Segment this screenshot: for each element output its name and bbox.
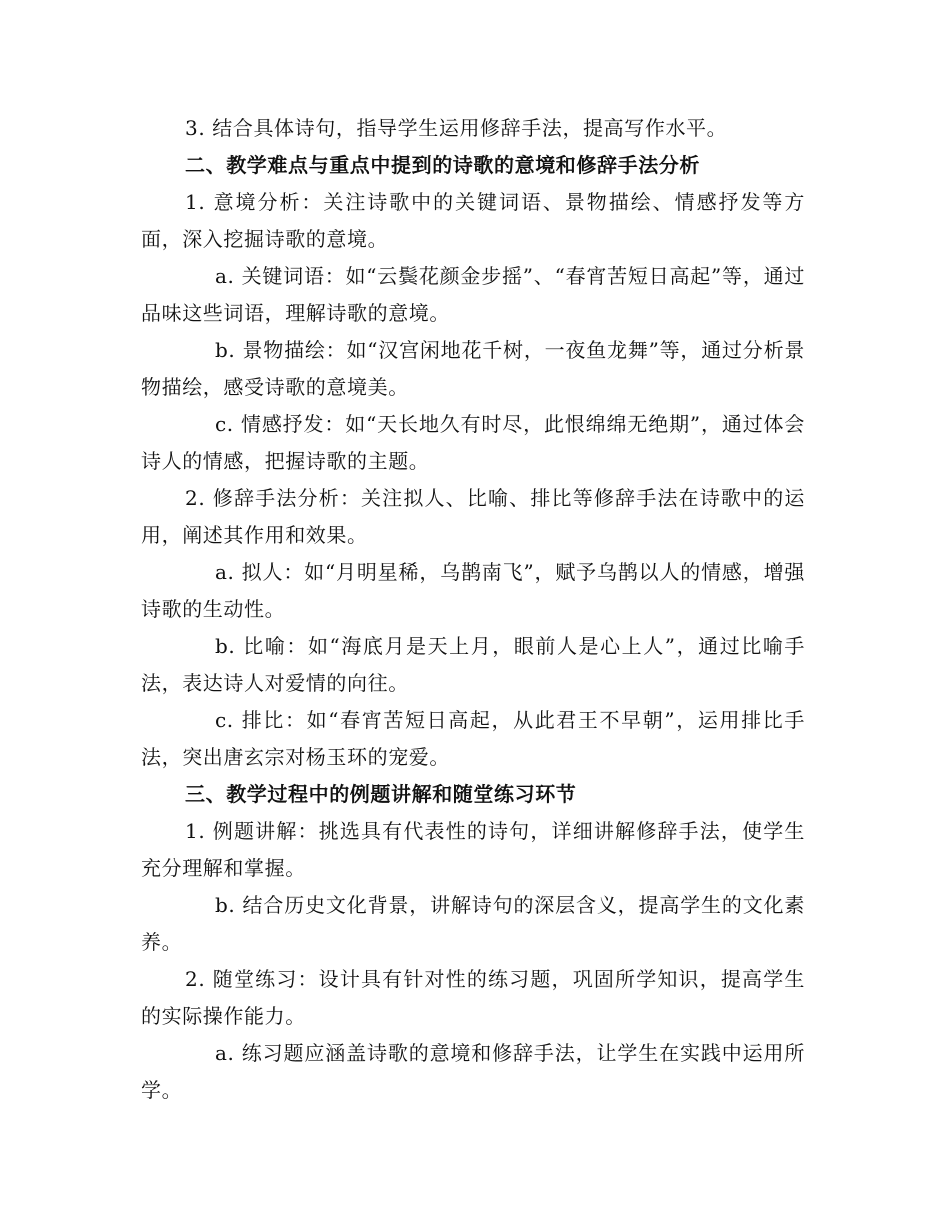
paragraph-emotion: c. 情感抒发：如“天长地久有时尽，此恨绵绵无绝期”，通过体会诗人的情感，把握诗歌的主题。 <box>141 412 805 473</box>
paragraph-cultural-background: b. 结合历史文化背景，讲解诗句的深层含义，提高学生的文化素养。 <box>141 893 805 954</box>
paragraph-exercise-coverage: a. 练习题应涵盖诗歌的意境和修辞手法，让学生在实践中运用所学。 <box>141 1041 805 1102</box>
paragraph-personification: a. 拟人：如“月明星稀，乌鹊南飞”，赋予乌鹊以人的情感，增强诗歌的生动性。 <box>141 560 805 621</box>
paragraph-writing-goal: 3. 结合具体诗句，指导学生运用修辞手法，提高写作水平。 <box>185 116 728 140</box>
section-heading-imagery-rhetoric: 二、教学难点与重点中提到的诗歌的意境和修辞手法分析 <box>185 153 700 177</box>
paragraph-parallelism: c. 排比：如“春宵苦短日高起，从此君王不早朝”，运用排比手法，突出唐玄宗对杨玉环的宠爱。 <box>141 708 805 769</box>
paragraph-example-explanation: 1. 例题讲解：挑选具有代表性的诗句，详细讲解修辞手法，使学生充分理解和掌握。 <box>141 819 805 880</box>
paragraph-class-practice: 2. 随堂练习：设计具有针对性的练习题，巩固所学知识，提高学生的实际操作能力。 <box>141 967 805 1028</box>
section-heading-examples-practice: 三、教学过程中的例题讲解和随堂练习环节 <box>185 782 577 806</box>
paragraph-imagery-analysis: 1. 意境分析：关注诗歌中的关键词语、景物描绘、情感抒发等方面，深入挖掘诗歌的意境。 <box>141 190 805 251</box>
paragraph-scenery: b. 景物描绘：如“汉宫闲地花千树，一夜鱼龙舞”等，通过分析景物描绘，感受诗歌的意境美。 <box>141 338 805 399</box>
paragraph-metaphor: b. 比喻：如“海底月是天上月，眼前人是心上人”，通过比喻手法，表达诗人对爱情的向往。 <box>141 634 805 695</box>
paragraph-key-words: a. 关键词语：如“云鬓花颜金步摇”、“春宵苦短日高起”等，通过品味这些词语，理解诗歌的意境。 <box>141 264 805 325</box>
document-body <box>141 110 805 1109</box>
paragraph-rhetoric-analysis: 2. 修辞手法分析：关注拟人、比喻、排比等修辞手法在诗歌中的运用，阐述其作用和效果。 <box>141 486 805 547</box>
